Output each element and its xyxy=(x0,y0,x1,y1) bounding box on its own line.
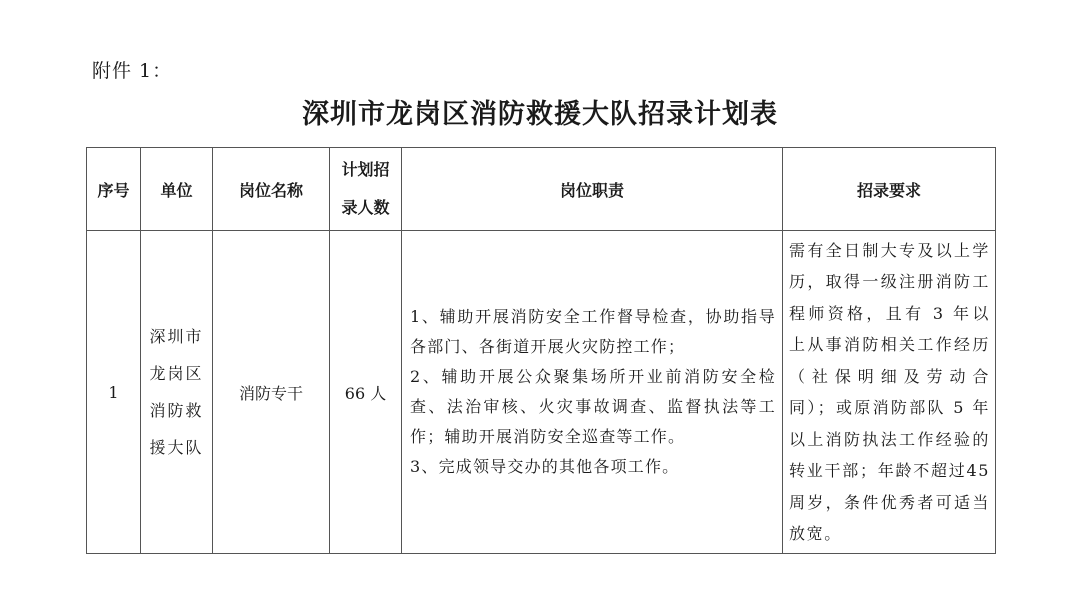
cell-post: 消防专干 xyxy=(213,231,330,554)
header-seq: 序号 xyxy=(87,148,141,231)
header-count xyxy=(330,148,402,231)
duty-item: 1、辅助开展消防安全工作督导检查，协助指导各部门、各街道开展火灾防控工作； xyxy=(410,307,776,356)
recruitment-plan-table xyxy=(86,147,996,554)
table-row xyxy=(87,231,996,554)
cell-count: 66 人 xyxy=(330,231,402,554)
header-unit: 单位 xyxy=(141,148,213,231)
cell-seq: 1 xyxy=(87,231,141,554)
cell-requirements: 需有全日制大专及以上学历，取得一级注册消防工程师资格，且有 3 年以上从事消防相关工作经历（社保明细及劳动合同）；或原消防部队 5 年以上消防执法工作经验的转业干部；年龄不超过45周岁，条件优秀者可适当放宽。 xyxy=(783,231,996,554)
table-header-row xyxy=(87,148,996,231)
header-duties: 岗位职责 xyxy=(402,148,783,231)
page-title: 深圳市龙岗区消防救援大队招录计划表 xyxy=(302,99,778,130)
cell-unit xyxy=(141,231,213,554)
unit-line: 援大队 xyxy=(149,438,204,457)
header-count-line2: 录人数 xyxy=(341,198,390,217)
attachment-label: 附件 1： xyxy=(92,60,173,82)
header-count-line1: 计划招 xyxy=(341,160,390,179)
unit-line: 消防救 xyxy=(149,401,204,420)
duty-item: 3、完成领导交办的其他各项工作。 xyxy=(410,457,680,476)
unit-line: 龙岗区 xyxy=(149,364,204,383)
cell-duties xyxy=(402,231,783,554)
header-post: 岗位名称 xyxy=(213,148,330,231)
header-requirements: 招录要求 xyxy=(783,148,996,231)
unit-line: 深圳市 xyxy=(149,327,204,346)
duty-item: 2、辅助开展公众聚集场所开业前消防安全检查、法治审核、火灾事故调查、监督执法等工作；辅助开展消防安全巡查等工作。 xyxy=(410,367,776,446)
